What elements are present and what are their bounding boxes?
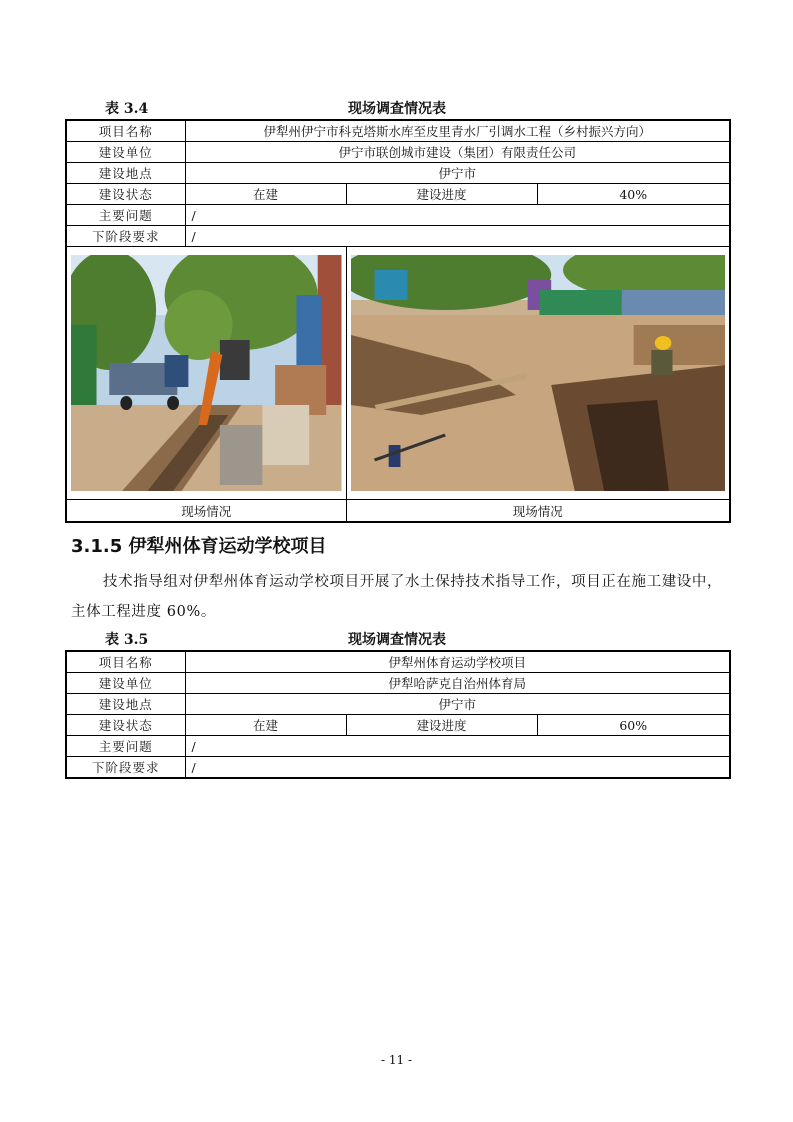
project-name-value: 伊犁州体育运动学校项目 [185, 651, 730, 673]
photo-row [66, 247, 730, 500]
table-row [66, 673, 730, 694]
issues-label: 主要问题 [66, 736, 185, 757]
survey-table-3-4 [65, 119, 731, 523]
page-number: - 11 - [380, 1053, 412, 1067]
progress-label: 建设进度 [346, 184, 537, 205]
next-stage-label: 下阶段要求 [66, 226, 185, 247]
unit-value: 伊宁市联创城市建设（集团）有限责任公司 [185, 142, 730, 163]
project-name-label: 项目名称 [66, 120, 185, 142]
progress-label: 建设进度 [346, 715, 537, 736]
next-stage-value: / [185, 757, 730, 779]
table-row [66, 651, 730, 673]
table-row [66, 205, 730, 226]
survey-table-3-5 [65, 650, 731, 779]
table-title: 现场调查情况表 [348, 101, 446, 117]
site-photo-trench-excavator [71, 255, 342, 491]
table-row [66, 226, 730, 247]
table-row [66, 736, 730, 757]
unit-label: 建设单位 [66, 142, 185, 163]
table-row [66, 500, 730, 523]
table-row [66, 694, 730, 715]
location-value: 伊宁市 [185, 163, 730, 184]
table-row [66, 163, 730, 184]
photo-caption-left: 现场情况 [66, 500, 346, 523]
photo-caption-right: 现场情况 [346, 500, 730, 523]
next-stage-label: 下阶段要求 [66, 757, 185, 779]
progress-value: 60% [537, 715, 730, 736]
site-photo-pit-workers [351, 255, 726, 491]
issues-value: / [185, 205, 730, 226]
photo-cell-right [346, 247, 730, 500]
table-title: 现场调查情况表 [348, 632, 446, 648]
table-row [66, 120, 730, 142]
issues-value: / [185, 736, 730, 757]
table-caption [65, 629, 729, 649]
location-label: 建设地点 [66, 163, 185, 184]
table-row [66, 715, 730, 736]
body-paragraph: 技术指导组对伊犁州体育运动学校项目开展了水土保持技术指导工作，项目正在施工建设中，主体工程进度 60%。 [71, 574, 723, 620]
table-row [66, 757, 730, 779]
table-row [66, 184, 730, 205]
status-value: 在建 [185, 715, 346, 736]
location-value: 伊宁市 [185, 694, 730, 715]
next-stage-value: / [185, 226, 730, 247]
project-name-value: 伊犁州伊宁市科克塔斯水库至皮里青水厂引调水工程（乡村振兴方向） [185, 120, 730, 142]
status-label: 建设状态 [66, 715, 185, 736]
issues-label: 主要问题 [66, 205, 185, 226]
table-number: 表 3.5 [105, 632, 149, 648]
section-heading: 3.1.5 伊犁州体育运动学校项目 [71, 536, 327, 557]
photo-cell-left [66, 247, 346, 500]
table-row [66, 142, 730, 163]
unit-value: 伊犁哈萨克自治州体育局 [185, 673, 730, 694]
status-value: 在建 [185, 184, 346, 205]
table-number: 表 3.4 [105, 101, 149, 117]
status-label: 建设状态 [66, 184, 185, 205]
project-name-label: 项目名称 [66, 651, 185, 673]
unit-label: 建设单位 [66, 673, 185, 694]
location-label: 建设地点 [66, 694, 185, 715]
table-caption [65, 98, 729, 118]
progress-value: 40% [537, 184, 730, 205]
